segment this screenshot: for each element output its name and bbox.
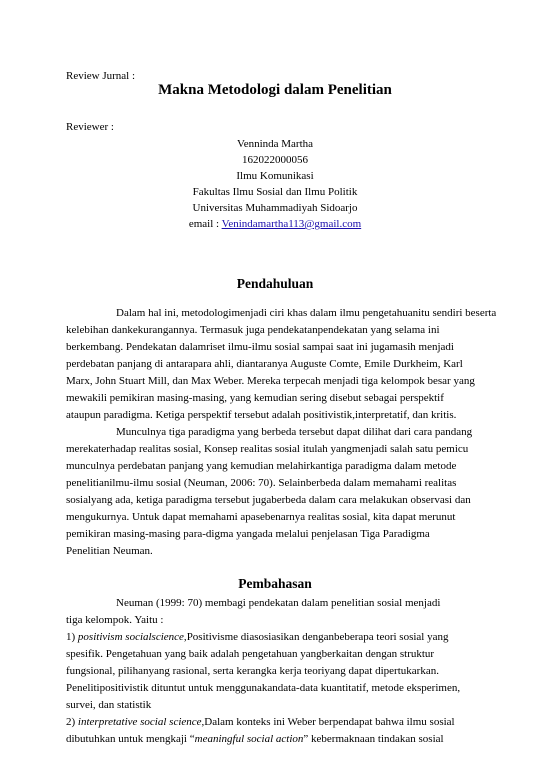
reviewer-faculty: Fakultas Ilmu Sosial dan Ilmu Politik (192, 186, 358, 198)
review-label: Review Jurnal : (66, 70, 136, 82)
list-number: 2) (66, 716, 78, 728)
paragraph-line: Penelitian Neuman. (66, 545, 153, 557)
reviewer-label: Reviewer : (66, 121, 114, 133)
list-term: positivism socialscience, (77, 631, 187, 643)
list-item-2 (66, 714, 455, 731)
email-prefix: email : (188, 218, 222, 230)
email-link[interactable]: Venindamartha113@gmail.com (221, 218, 362, 230)
paragraph-line: pemikiran masing-masing para-digma yangada melalui penjelasan Tiga Paradigma (66, 528, 430, 540)
document-title: Makna Metodologi dalam Penelitian (158, 82, 392, 98)
paragraph-line: Penelitipositivistik dituntut untuk menggunakandata-data kuantitatif, metode eksperimen, (66, 682, 461, 694)
reviewer-nim: 162022000056 (242, 154, 308, 166)
list-term: interpretative social science, (77, 716, 205, 728)
paragraph-line (66, 731, 444, 748)
paragraph-line: mengukurnya. Untuk dapat memahami apasebenarnya realitas sosial, kita dapat merunut (66, 511, 456, 523)
paragraph-line: kelebihan dankekurangannya. Termasuk juga pendekatanpendekatan yang selama ini (66, 324, 440, 336)
paragraph-line: spesifik. Pengetahuan yang baik adalah pengetahuan yangberkaitan dengan struktur (66, 648, 435, 660)
list-text: ” kebermaknaan tindakan sosial (303, 733, 444, 745)
reviewer-name: Venninda Martha (236, 138, 314, 150)
paragraph-line: munculnya perdebatan panjang yang kemudian melahirkantiga paradigma dalam metode (66, 460, 457, 472)
heading-pembahasan: Pembahasan (238, 576, 312, 591)
paragraph-line: berkembang. Pendekatan dalamriset ilmu-ilmu sosial sampai saat ini jugamasih menjadi (66, 341, 454, 353)
list-item-1 (66, 629, 449, 646)
reviewer-university: Universitas Muhammadiyah Sidoarjo (192, 202, 358, 214)
paragraph-line: tiga kelompok. Yaitu : (66, 614, 164, 626)
reviewer-email-line (0, 216, 550, 233)
paragraph-line: ataupun paradigma. Ketiga perspektif tersebut adalah positivistik,interpretatif, dan kritis. (66, 409, 457, 421)
paragraph-line: perdebatan panjang di antarapara ahli, diantaranya Auguste Comte, Emile Durkheim, Karl (66, 358, 463, 370)
list-text: Positivisme diasosiasikan denganbeberapa teori sosial yang (186, 631, 449, 643)
paragraph-line: Munculnya tiga paradigma yang berbeda tersebut dapat dilihat dari cara pandang (116, 426, 473, 438)
paragraph-line: Neuman (1999: 70) membagi pendekatan dalam penelitian sosial menjadi (116, 597, 441, 609)
list-text: Dalam konteks ini Weber berpendapat bahwa ilmu sosial (204, 716, 455, 728)
list-number: 1) (66, 631, 78, 643)
paragraph-line: sosialyang ada, ketiga paradigma tersebut jugaberbeda dalam cara melakukan observasi dan (66, 494, 471, 506)
reviewer-program: Ilmu Komunikasi (236, 170, 314, 182)
heading-pendahuluan: Pendahuluan (236, 276, 314, 291)
paragraph-line: fungsional, pilihanyang rasional, serta kerangka kerja teoriyang dapat dipertukarkan. (66, 665, 439, 677)
list-text: dibutuhkan untuk mengkaji “ (66, 733, 195, 745)
list-term: meaningful social action (194, 733, 304, 745)
paragraph-line: Marx, John Stuart Mill, dan Max Weber. Mereka terpecah menjadi tiga kelompok besar yang (66, 375, 475, 387)
paragraph-line: merekaterhadap realitas sosial, Konsep realitas sosial itulah yangmenjadi salah satu pemicu (66, 443, 469, 455)
paragraph-line: survei, dan statistik (66, 699, 152, 711)
paragraph-line: penelitianilmu-ilmu sosial (Neuman, 2006: 70). Selainberbeda dalam memahami realitas (66, 477, 457, 489)
paragraph-line: mewakili pemikiran masing-masing, yang kemudian sering disebut sebagai perspektif (66, 392, 444, 404)
paragraph-line: Dalam hal ini, metodologimenjadi ciri khas dalam ilmu pengetahuanitu sendiri beserta (116, 307, 497, 319)
